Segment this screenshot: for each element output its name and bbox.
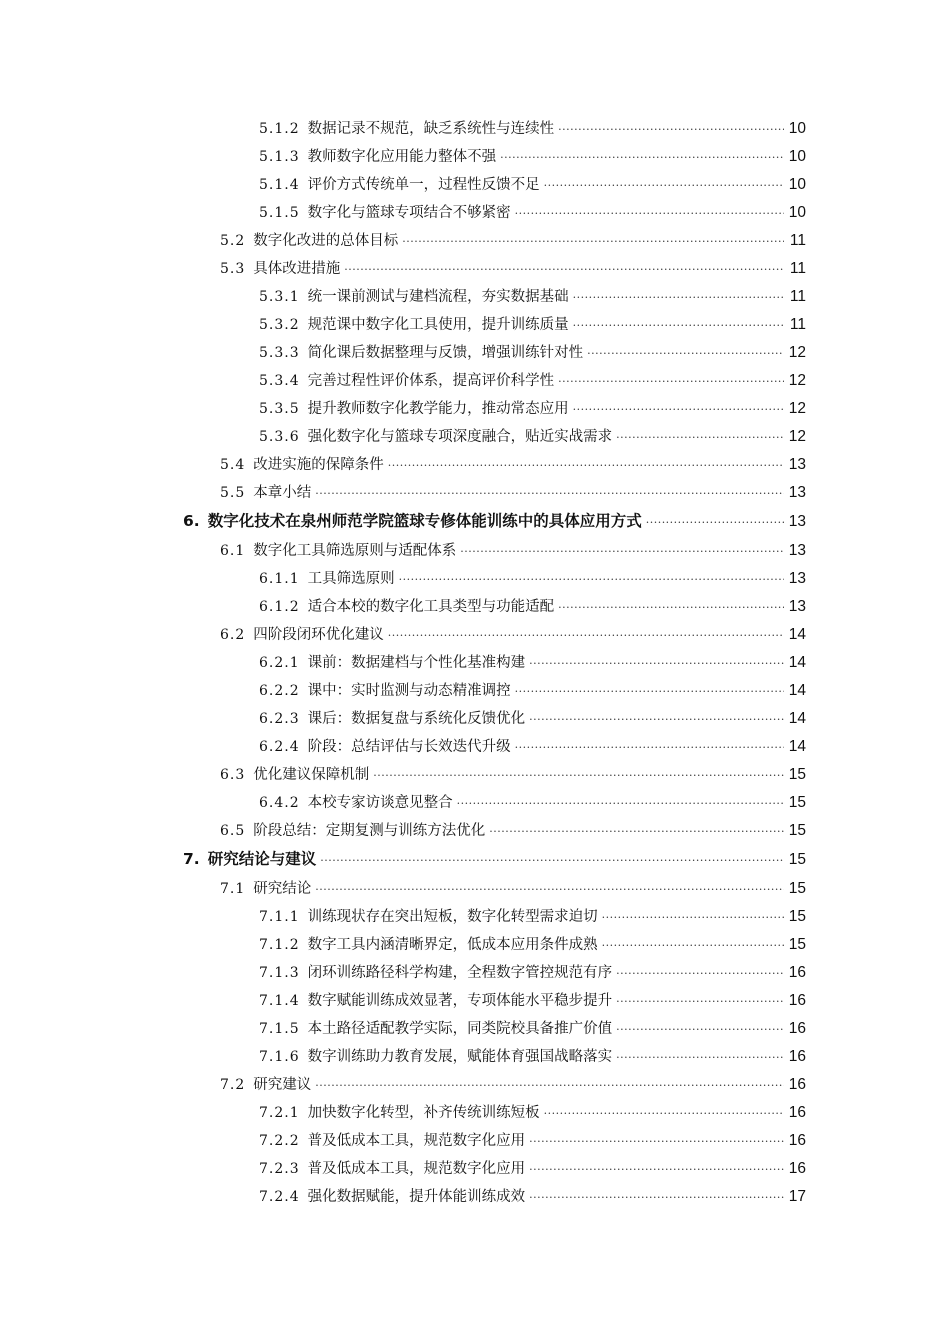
toc-entry-page: 13 [788, 455, 806, 473]
toc-entry-number: 5.5 [220, 484, 246, 501]
toc-entry-title: 本土路径适配教学实际，同类院校具备推广价值 [307, 1020, 613, 1037]
toc-entry-number: 5.2 [220, 232, 246, 249]
toc-entry-page: 12 [788, 399, 806, 417]
toc-entry-page: 11 [789, 231, 806, 249]
toc-entry[interactable] [0, 619, 950, 647]
toc-entry[interactable] [0, 1181, 950, 1209]
toc-entry-title: 普及低成本工具，规范数字化应用 [307, 1160, 526, 1177]
toc-entry-page: 16 [788, 1019, 806, 1037]
toc-entry-page: 15 [788, 935, 806, 953]
toc-entry-number: 7.2.1 [259, 1104, 300, 1121]
toc-entry-page: 10 [788, 147, 806, 165]
toc-leader-dots [646, 516, 784, 529]
toc-entry-page: 14 [788, 653, 806, 671]
toc-entry-number: 6.2.2 [259, 682, 300, 699]
toc-entry-number: 5.3.1 [259, 288, 300, 305]
toc-entry-title: 适合本校的数字化工具类型与功能适配 [307, 598, 555, 615]
toc-entry-page: 16 [788, 1103, 806, 1121]
toc-entry-page: 16 [788, 1159, 806, 1177]
toc-entry[interactable] [0, 901, 950, 929]
toc-entry-title: 阶段总结：定期复测与训练方法优化 [253, 822, 486, 839]
toc-leader-dots [616, 431, 784, 444]
toc-leader-dots [529, 657, 784, 670]
toc-entry-title: 统一课前测试与建档流程，夯实数据基础 [307, 288, 569, 305]
toc-entry[interactable] [0, 337, 950, 365]
toc-entry-number: 6.1 [220, 542, 246, 559]
toc-leader-dots [388, 459, 784, 472]
toc-entry-number: 5.1.3 [259, 148, 300, 165]
toc-entry-number: 7. [183, 850, 200, 868]
toc-entry-number: 6.2.4 [259, 738, 300, 755]
toc-leader-dots [515, 685, 784, 698]
toc-entry-number: 6.1.2 [259, 598, 300, 615]
toc-entry-title: 教师数字化应用能力整体不强 [307, 148, 497, 165]
toc-entry[interactable] [0, 449, 950, 477]
toc-entry-number: 7.1.4 [259, 992, 300, 1009]
toc-entry-page: 15 [788, 793, 806, 811]
toc-entry-title: 规范课中数字化工具使用，提升训练质量 [307, 316, 569, 333]
table-of-contents [0, 113, 950, 1209]
toc-entry-number: 5.1.4 [259, 176, 300, 193]
toc-entry-title: 工具筛选原则 [307, 570, 395, 587]
toc-entry[interactable] [0, 393, 950, 421]
toc-leader-dots [587, 347, 784, 360]
toc-entry-page: 13 [788, 569, 806, 587]
toc-entry[interactable] [0, 225, 950, 253]
toc-entry[interactable] [0, 647, 950, 675]
toc-entry[interactable] [0, 675, 950, 703]
toc-entry[interactable] [0, 1125, 950, 1153]
toc-leader-dots [616, 967, 784, 980]
toc-entry-page: 15 [788, 907, 806, 925]
toc-entry[interactable] [0, 1097, 950, 1125]
toc-leader-dots [558, 123, 784, 136]
toc-entry[interactable] [0, 505, 950, 535]
toc-entry-title: 数字训练助力教育发展，赋能体育强国战略落实 [307, 1048, 613, 1065]
toc-entry-page: 11 [789, 259, 806, 277]
toc-entry-title: 普及低成本工具，规范数字化应用 [307, 1132, 526, 1149]
toc-entry[interactable] [0, 169, 950, 197]
toc-entry[interactable] [0, 1069, 950, 1097]
toc-entry-page: 12 [788, 427, 806, 445]
toc-leader-dots [602, 939, 784, 952]
toc-entry-title: 研究建议 [253, 1076, 312, 1093]
toc-entry-title: 数字化技术在泉州师范学院篮球专修体能训练中的具体应用方式 [207, 512, 642, 530]
toc-entry-number: 5.1.5 [259, 204, 300, 221]
toc-entry-number: 5.3.4 [259, 372, 300, 389]
toc-leader-dots [573, 319, 784, 332]
toc-entry-page: 15 [788, 765, 806, 783]
toc-entry-title: 具体改进措施 [253, 260, 341, 277]
toc-entry-page: 11 [789, 287, 806, 305]
toc-entry-page: 14 [788, 737, 806, 755]
toc-entry-number: 5.3.3 [259, 344, 300, 361]
toc-entry-number: 7.1.5 [259, 1020, 300, 1037]
toc-entry-page: 13 [788, 597, 806, 615]
toc-entry-title: 课前：数据建档与个性化基准构建 [307, 654, 526, 671]
toc-leader-dots [315, 487, 784, 500]
toc-leader-dots [399, 573, 784, 586]
toc-entry-page: 12 [788, 371, 806, 389]
toc-entry-number: 5.3 [220, 260, 246, 277]
toc-leader-dots [529, 1191, 784, 1204]
toc-entry-title: 数据记录不规范，缺乏系统性与连续性 [307, 120, 555, 137]
toc-entry[interactable] [0, 365, 950, 393]
toc-entry-number: 7.1.1 [259, 908, 300, 925]
toc-leader-dots [529, 1163, 784, 1176]
toc-entry-page: 10 [788, 203, 806, 221]
toc-leader-dots [344, 263, 784, 276]
toc-entry-number: 6.2.3 [259, 710, 300, 727]
toc-entry[interactable] [0, 873, 950, 901]
toc-entry-title: 强化数字化与篮球专项深度融合，贴近实战需求 [307, 428, 613, 445]
toc-entry-page: 17 [788, 1187, 806, 1205]
toc-entry[interactable] [0, 253, 950, 281]
toc-entry[interactable] [0, 787, 950, 815]
toc-leader-dots [602, 911, 784, 924]
toc-entry-title: 数字工具内涵清晰界定，低成本应用条件成熟 [307, 936, 598, 953]
toc-entry-page: 16 [788, 963, 806, 981]
toc-entry[interactable] [0, 197, 950, 225]
toc-leader-dots [529, 1135, 784, 1148]
toc-entry[interactable] [0, 1041, 950, 1069]
toc-leader-dots [515, 741, 784, 754]
toc-entry-title: 优化建议保障机制 [253, 766, 370, 783]
toc-entry-number: 6.1.1 [259, 570, 300, 587]
toc-entry-title: 完善过程性评价体系，提高评价科学性 [307, 372, 555, 389]
toc-entry[interactable] [0, 957, 950, 985]
toc-leader-dots [573, 403, 784, 416]
toc-entry-number: 7.1.2 [259, 936, 300, 953]
toc-entry[interactable] [0, 703, 950, 731]
toc-entry[interactable] [0, 535, 950, 563]
toc-leader-dots [616, 1023, 784, 1036]
toc-leader-dots [489, 825, 784, 838]
toc-entry[interactable] [0, 477, 950, 505]
toc-entry-number: 7.2 [220, 1076, 246, 1093]
toc-entry-page: 10 [788, 175, 806, 193]
toc-entry-number: 5.4 [220, 456, 246, 473]
toc-entry[interactable] [0, 591, 950, 619]
toc-leader-dots [515, 207, 784, 220]
toc-entry-number: 5.1.2 [259, 120, 300, 137]
toc-entry-page: 15 [788, 879, 806, 897]
toc-entry[interactable] [0, 113, 950, 141]
toc-entry-page: 10 [788, 119, 806, 137]
toc-entry[interactable] [0, 563, 950, 591]
toc-leader-dots [558, 601, 784, 614]
toc-leader-dots [388, 629, 784, 642]
toc-entry-page: 16 [788, 1075, 806, 1093]
toc-entry-title: 四阶段闭环优化建议 [253, 626, 384, 643]
toc-entry-page: 13 [788, 483, 806, 501]
toc-leader-dots [544, 179, 784, 192]
toc-entry-number: 6.5 [220, 822, 246, 839]
toc-entry-page: 14 [788, 681, 806, 699]
toc-leader-dots [544, 1107, 784, 1120]
toc-entry-page: 16 [788, 1131, 806, 1149]
toc-entry-number: 5.3.6 [259, 428, 300, 445]
toc-entry-title: 本章小结 [253, 484, 312, 501]
toc-entry-title: 本校专家访谈意见整合 [307, 794, 453, 811]
toc-leader-dots [460, 545, 784, 558]
toc-entry-number: 6.3 [220, 766, 246, 783]
toc-entry-title: 数字化工具筛选原则与适配体系 [253, 542, 457, 559]
toc-entry[interactable] [0, 421, 950, 449]
toc-entry[interactable] [0, 141, 950, 169]
toc-entry-number: 6.2.1 [259, 654, 300, 671]
toc-leader-dots [616, 1051, 784, 1064]
toc-entry-page: 16 [788, 991, 806, 1009]
toc-entry-title: 训练现状存在突出短板，数字化转型需求迫切 [307, 908, 598, 925]
toc-entry[interactable] [0, 1013, 950, 1041]
toc-entry-number: 7.2.4 [259, 1188, 300, 1205]
toc-entry-title: 评价方式传统单一，过程性反馈不足 [307, 176, 540, 193]
toc-entry-title: 课中：实时监测与动态精准调控 [307, 682, 511, 699]
toc-entry[interactable] [0, 815, 950, 843]
toc-entry-title: 数字化改进的总体目标 [253, 232, 399, 249]
toc-leader-dots [558, 375, 784, 388]
toc-leader-dots [315, 883, 784, 896]
toc-entry-title: 闭环训练路径科学构建，全程数字管控规范有序 [307, 964, 613, 981]
toc-entry-title: 数字化与篮球专项结合不够紧密 [307, 204, 511, 221]
toc-entry-page: 14 [788, 709, 806, 727]
toc-leader-dots [529, 713, 784, 726]
toc-entry-title: 研究结论与建议 [207, 850, 317, 868]
toc-entry-page: 15 [788, 821, 806, 839]
toc-entry[interactable] [0, 929, 950, 957]
toc-entry-number: 6.4.2 [259, 794, 300, 811]
toc-entry-title: 阶段：总结评估与长效迭代升级 [307, 738, 511, 755]
toc-entry-title: 简化课后数据整理与反馈，增强训练针对性 [307, 344, 584, 361]
toc-entry-page: 13 [788, 541, 806, 559]
toc-entry[interactable] [0, 985, 950, 1013]
toc-entry-number: 5.3.5 [259, 400, 300, 417]
toc-leader-dots [500, 151, 784, 164]
toc-entry-page: 14 [788, 625, 806, 643]
toc-entry-title: 研究结论 [253, 880, 312, 897]
toc-entry[interactable] [0, 309, 950, 337]
toc-entry-number: 7.1 [220, 880, 246, 897]
toc-entry-title: 加快数字化转型，补齐传统训练短板 [307, 1104, 540, 1121]
toc-entry-page: 11 [789, 315, 806, 333]
toc-leader-dots [457, 797, 784, 810]
toc-leader-dots [315, 1079, 784, 1092]
toc-leader-dots [373, 769, 784, 782]
toc-entry-number: 7.2.3 [259, 1160, 300, 1177]
toc-entry-title: 强化数据赋能，提升体能训练成效 [307, 1188, 526, 1205]
toc-entry-number: 6.2 [220, 626, 246, 643]
toc-entry[interactable] [0, 1153, 950, 1181]
toc-leader-dots [616, 995, 784, 1008]
toc-entry-page: 16 [788, 1047, 806, 1065]
toc-entry-number: 5.3.2 [259, 316, 300, 333]
toc-entry-title: 提升教师数字化教学能力，推动常态应用 [307, 400, 569, 417]
toc-entry-number: 6. [183, 512, 200, 530]
toc-leader-dots [320, 854, 784, 867]
toc-entry[interactable] [0, 759, 950, 787]
toc-entry[interactable] [0, 281, 950, 309]
toc-entry-title: 课后：数据复盘与系统化反馈优化 [307, 710, 526, 727]
toc-entry-title: 改进实施的保障条件 [253, 456, 384, 473]
toc-entry-number: 7.2.2 [259, 1132, 300, 1149]
toc-entry[interactable] [0, 731, 950, 759]
toc-entry-page: 15 [788, 851, 806, 868]
toc-leader-dots [402, 235, 784, 248]
toc-entry-page: 12 [788, 343, 806, 361]
toc-leader-dots [573, 291, 784, 304]
toc-entry[interactable] [0, 843, 950, 873]
toc-entry-page: 13 [788, 513, 806, 530]
toc-entry-number: 7.1.6 [259, 1048, 300, 1065]
toc-entry-title: 数字赋能训练成效显著，专项体能水平稳步提升 [307, 992, 613, 1009]
toc-entry-number: 7.1.3 [259, 964, 300, 981]
